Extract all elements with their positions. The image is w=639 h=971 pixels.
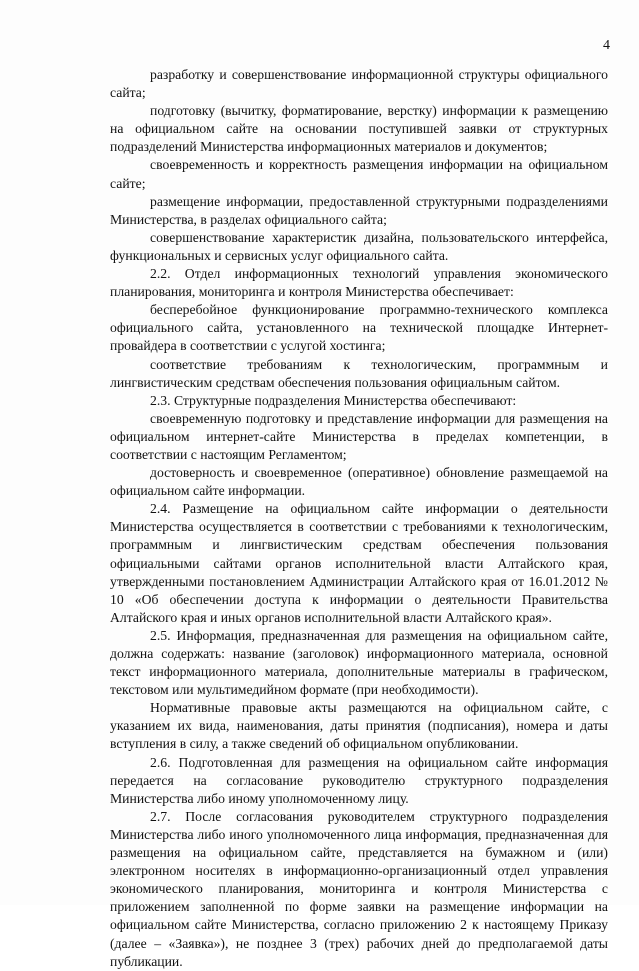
section-2-6: 2.6. Подготовленная для размещения на официальном сайте информация передается на согласование руководителю структурного подразделения Министерства либо иному уполномоченному лицу. — [110, 754, 608, 806]
section-2-2: 2.2. Отдел информационных технологий управления экономического планирования, мониторинга и контроля Министерства обеспечивает: — [110, 266, 608, 300]
paragraph: достоверность и своевременное (оперативное) обновление размещаемой на официальном сайте информации. — [110, 465, 608, 499]
paragraph: подготовку (вычитку, форматирование, верстку) информации к размещению на официальном сайте на основании поступившей заявки от структурных подразделений Министерства информационных материалов и документов; — [110, 103, 608, 155]
paragraph: своевременную подготовку и представление информации для размещения на официальном интернет-сайте Министерства в пределах компетенции, в соответствии с настоящим Регламентом; — [110, 410, 608, 462]
paragraph: разработку и совершенствование информационной структуры официального сайта; — [110, 67, 608, 101]
section-2-7: 2.7. После согласования руководителем структурного подразделения Министерства либо иного уполномоченного лица информация, предназначенная для размещения на официальном сайте, представляется на бумажном и (или) электронном носителях в информационно-организационный отдел управления экономического планирования, мониторинга и контроля Министерства с приложением заполненной по форме заявки на размещение информации на официальном сайте Министерства, согласно приложению 2 к настоящему Приказу (далее – «Заявка»), не позднее 3 (трех) рабочих дней до предполагаемой даты публикации. — [110, 808, 608, 969]
paragraph: размещение информации, предоставленной структурными подразделениями Министерства, в разделах официального сайта; — [110, 193, 608, 227]
section-2-3: 2.3. Структурные подразделения Министерства обеспечивают: — [150, 392, 517, 408]
paragraph: своевременность и корректность размещения информации на официальном сайте; — [110, 157, 608, 191]
paragraph: Нормативные правовые акты размещаются на официальном сайте, с указанием их вида, наименования, даты принятия (подписания), номера и даты вступления в силу, а также сведений об официальном опубликовании. — [110, 700, 608, 752]
paragraph: совершенствование характеристик дизайна, пользовательского интерфейса, функциональных и сервисных услуг официального сайта. — [110, 229, 608, 263]
document-body — [110, 66, 608, 971]
page-number: 4 — [603, 38, 610, 53]
section-2-4: 2.4. Размещение на официальном сайте информации о деятельности Министерства осуществляется в соответствии с требованиями к технологическим, программным и лингвистическим средствам обеспечения пользования официальными сайтами органов исполнительной власти Алтайского края, утвержденными постановлением Администрации Алтайского края от 16.01.2012 № 10 «Об обеспечении доступа к информации о деятельности Правительства Алтайского края и иных органов исполнительной власти Алтайского края». — [110, 501, 608, 625]
paragraph: соответствие требованиям к технологическим, программным и лингвистическим средствам обеспечения пользования официальным сайтом. — [110, 356, 608, 390]
paragraph: бесперебойное функционирование программно-технического комплекса официального сайта, установленного на технической площадке Интернет-провайдера в соответствии с услугой хостинга; — [110, 302, 608, 354]
section-2-5: 2.5. Информация, предназначенная для размещения на официальном сайте, должна содержать: название (заголовок) информационного материала, основной текст информационного материала, дополнительные материалы в графическом, текстовом или мультимедийном формате (при необходимости). — [110, 627, 608, 698]
